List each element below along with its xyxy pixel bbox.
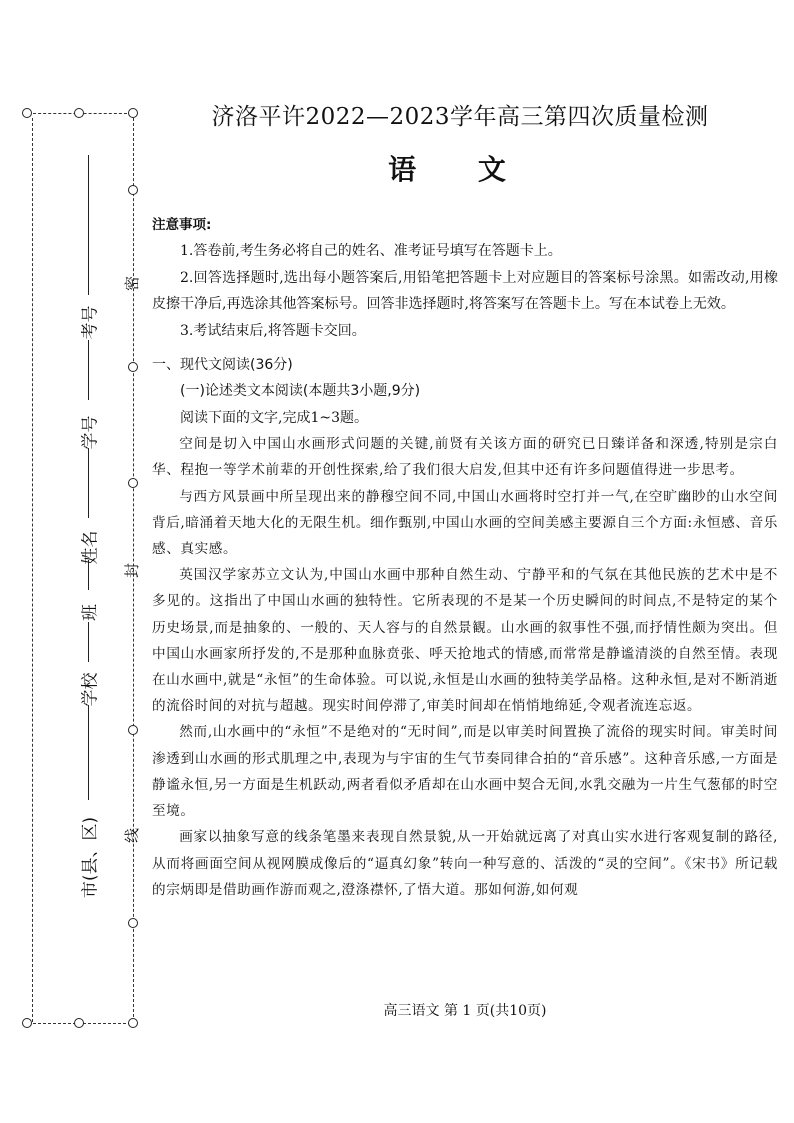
binding-hole-circle [74, 108, 84, 118]
subject-title: 语 文 [388, 153, 532, 186]
field-label-xingming: 姓名 [80, 530, 101, 565]
field-label-xuexiao: 学校 [80, 672, 101, 707]
seal-char-mi: 密 [123, 275, 142, 292]
field-line-shixian [88, 705, 89, 800]
binding-hole-circle [128, 185, 138, 195]
binding-hole-circle [128, 478, 138, 488]
binding-hole-circle [128, 108, 138, 118]
field-label-kaohao: 考号 [80, 305, 101, 340]
binding-hole-circle [22, 108, 32, 118]
binding-hole-circle [128, 918, 138, 928]
page-footer: 高三语文 第 1 页(共10页) [383, 1003, 547, 1019]
field-label-xuehao: 学号 [80, 415, 101, 450]
notice-item: 2.回答选择题时,选出每小题答案后,用铅笔把答题卡上对应题目的答案标号涂黑。如需改动,用橡皮擦干净后,再选涂其他答案标号。回答非选择题时,将答案写在答题卡上。写在本试卷上无效。 [152, 269, 778, 313]
section-heading: 一、现代文阅读(36分) [152, 357, 293, 374]
reading-instruction: 阅读下面的文字,完成1~3题。 [180, 409, 368, 426]
notice-item: 1.答卷前,考生务必将自己的姓名、准考证号填写在答题卡上。 [180, 243, 562, 260]
main-content [152, 212, 778, 903]
binding-hole-circle [22, 1018, 32, 1028]
reading-passage [152, 431, 778, 903]
seal-char-feng: 封 [123, 562, 142, 579]
field-line-kaohao [88, 155, 89, 295]
passage-paragraph: 与西方风景画中所呈现出来的静穆空间不同,中国山水画将时空打并一气,在空旷幽眇的山水空间背后,暗涌着天地大化的无限生机。细作甄别,中国山水画的空间美感主要源自三个方面:永恒感、音乐感、真实感。 [152, 488, 778, 558]
field-label-shixian: 市(县、区) [80, 816, 101, 899]
notice-item: 3.考试结束后,将答题卡交回。 [180, 322, 366, 339]
binding-hole-circle [74, 1018, 84, 1028]
binding-hole-circle [128, 362, 138, 372]
field-label-ban: 班 [80, 604, 101, 621]
field-line-xingming [88, 448, 89, 518]
passage-paragraph: 英国汉学家苏立文认为,中国山水画中那种自然生动、宁静平和的气氛在其他民族的艺术中是不多见的。这指出了中国山水画的独特性。它所表现的不是某一个历史瞬间的时间点,不是特定的某个历史场景,而是抽象的、一般的、天人容与的自然景観。山水画的叙事性不强,而抒情性颇为突出。但中国山水画家所抒发的,不是那种血脉贲张、呼天抢地式的情感,而常常是静谧清淡的自然至情。表现在山水画中,就是“永恒”的生命体验。可以说,永恒是山水画的独特美学品格。这种永恒,是对不断消逝的流俗时间的对抗与超越。现实时间停滞了,审美时间却在悄悄地绵延,令观者流连忘返。 [152, 567, 778, 715]
seal-char-xian: 线 [123, 827, 142, 844]
passage-paragraph: 画家以抽象写意的线条笔墨来表现自然景貌,从一开始就远离了对真山实水进行客观复制的路径,从而将画面空间从视网膜成像后的“逼真幻象”转向一种写意的、活泼的“灵的空间”。《宋书》所记载的宗炳即是借助画作游而观之,澄涤襟怀,了悟大道。那如何游,如何观 [152, 829, 778, 898]
passage-paragraph: 空间是切入中国山水画形式问题的关键,前贤有关该方面的研究已日臻详备和深透,特别是宗白华、程抱一等学术前辈的开创性探索,给了我们很大启发,但其中还有许多问题值得进一步思考。 [152, 436, 778, 479]
binding-hole-circle [128, 725, 138, 735]
binding-hole-circle [128, 1018, 138, 1028]
field-line-xuexiao [88, 622, 89, 662]
notice-heading: 注意事项: [152, 217, 212, 233]
binding-outer-dashed-line [32, 118, 33, 1022]
subsection-heading: (一)论述类文本阅读(本题共3小题,9分) [180, 383, 421, 400]
field-line-xuehao [88, 340, 89, 400]
exam-title: 济洛平许2022—2023学年高三第四次质量检测 [211, 104, 709, 130]
passage-paragraph: 然而,山水画中的“永恒”不是绝对的“无时间”,而是以审美时间置换了流俗的现实时间。审美时间渗透到山水画的形式肌理之中,表现为与宇宙的生气节奏同律合拍的“音乐感”。这种音乐感,一方面是静谧永恒,另一方面是生机跃动,两者看似矛盾却在山水画中契合无间,水乳交融为一片生气葱郁的时空至境。 [152, 724, 778, 820]
